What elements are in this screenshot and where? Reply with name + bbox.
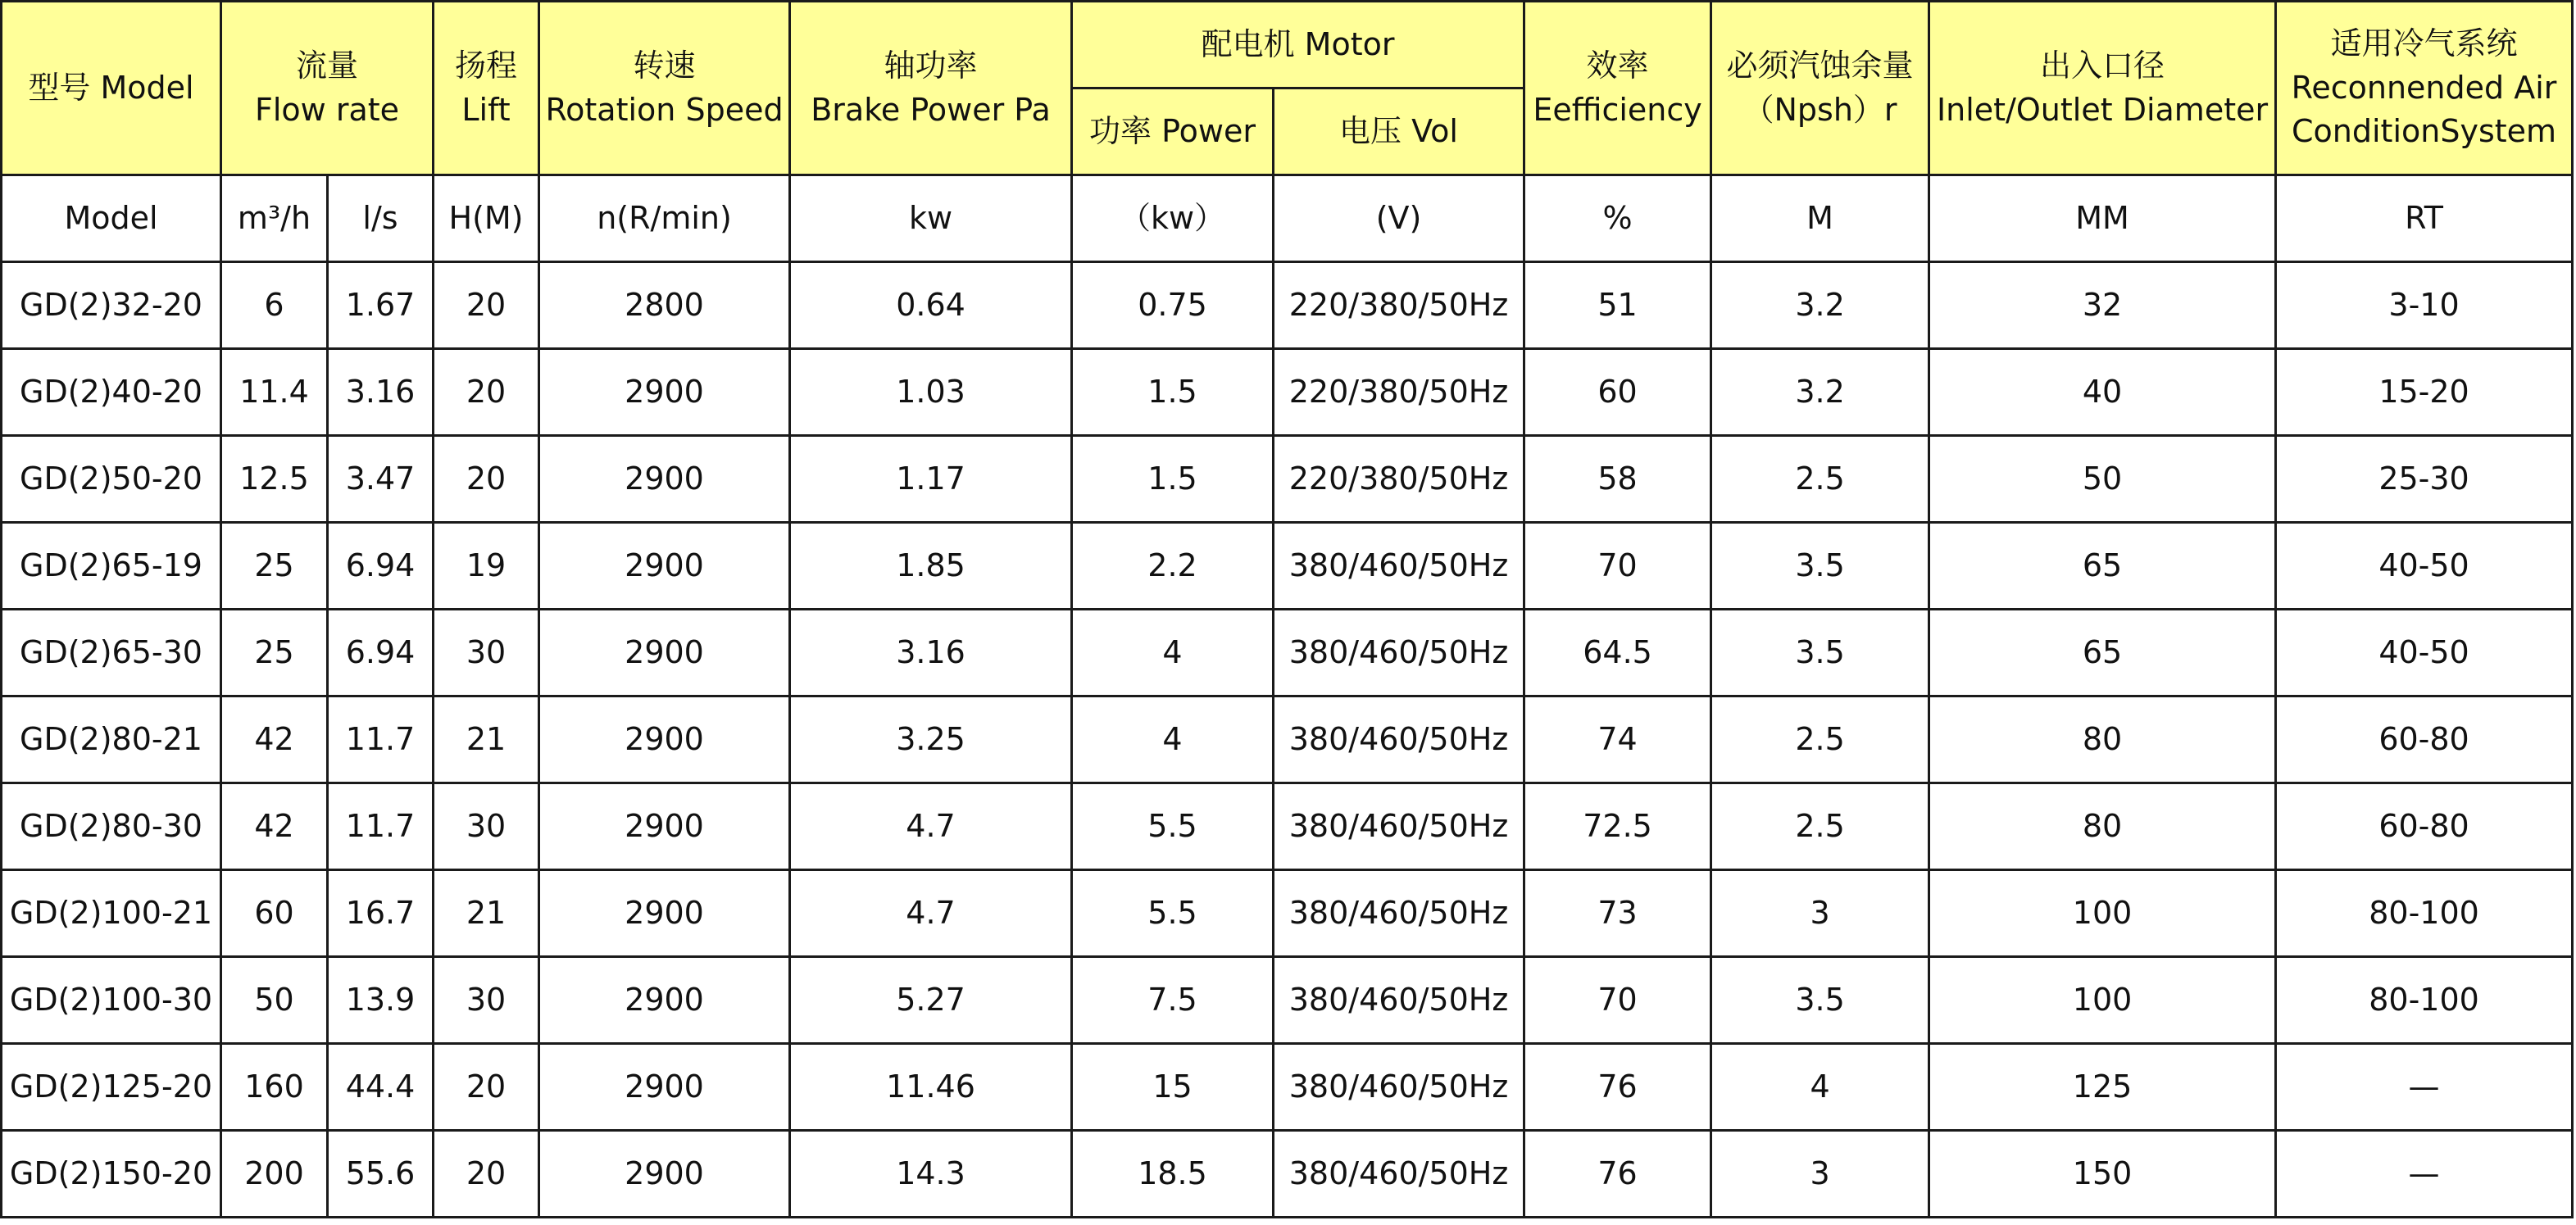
cell-motor-voltage: 380/460/50Hz	[1274, 957, 1524, 1044]
table-row	[2, 1131, 2573, 1218]
cell-rotation-speed: 2900	[539, 870, 790, 957]
table-row	[2, 783, 2573, 870]
cell-motor-power: 1.5	[1072, 436, 1274, 523]
cell-brake-power: 4.7	[790, 783, 1072, 870]
cell-rotation-speed: 2900	[539, 1044, 790, 1131]
cell-diameter: 50	[1929, 436, 2276, 523]
cell-ac-system: —	[2276, 1044, 2573, 1131]
header-lift	[434, 2, 539, 175]
cell-efficiency: 58	[1524, 436, 1711, 523]
header-efficiency	[1524, 2, 1711, 175]
cell-motor-power: 18.5	[1072, 1131, 1274, 1218]
cell-brake-power: 1.85	[790, 523, 1072, 610]
header-rotation-speed-cn: 转速	[633, 47, 696, 84]
cell-model: GD(2)40-20	[2, 349, 221, 436]
cell-efficiency: 70	[1524, 957, 1711, 1044]
header-brake-power-cn: 轴功率	[884, 47, 978, 84]
cell-diameter: 80	[1929, 783, 2276, 870]
cell-lift: 30	[434, 783, 539, 870]
cell-brake-power: 3.16	[790, 610, 1072, 696]
cell-rotation-speed: 2900	[539, 523, 790, 610]
cell-model: GD(2)65-19	[2, 523, 221, 610]
cell-npsh: 3	[1711, 1131, 1929, 1218]
table-row	[2, 349, 2573, 436]
cell-ac-system: 40-50	[2276, 610, 2573, 696]
cell-model: GD(2)125-20	[2, 1044, 221, 1131]
table-row	[2, 1044, 2573, 1131]
cell-flow-ls: 6.94	[328, 523, 434, 610]
cell-rotation-speed: 2800	[539, 262, 790, 349]
cell-flow-ls: 3.16	[328, 349, 434, 436]
header-motor-voltage: 电压 Vol	[1274, 88, 1524, 175]
cell-flow-ls: 16.7	[328, 870, 434, 957]
cell-rotation-speed: 2900	[539, 436, 790, 523]
cell-npsh: 4	[1711, 1044, 1929, 1131]
cell-diameter: 40	[1929, 349, 2276, 436]
unit-cell: （kw）	[1072, 175, 1274, 262]
header-lift-cn: 扬程	[455, 47, 518, 84]
cell-motor-power: 5.5	[1072, 870, 1274, 957]
cell-flow-m3h: 200	[221, 1131, 328, 1218]
cell-efficiency: 64.5	[1524, 610, 1711, 696]
unit-cell: Model	[2, 175, 221, 262]
cell-ac-system: 80-100	[2276, 870, 2573, 957]
cell-model: GD(2)100-21	[2, 870, 221, 957]
cell-motor-voltage: 380/460/50Hz	[1274, 1044, 1524, 1131]
cell-npsh: 3	[1711, 870, 1929, 957]
cell-efficiency: 74	[1524, 696, 1711, 783]
cell-flow-m3h: 160	[221, 1044, 328, 1131]
cell-efficiency: 70	[1524, 523, 1711, 610]
cell-flow-m3h: 11.4	[221, 349, 328, 436]
table-row	[2, 870, 2573, 957]
header-flow-rate-cn: 流量	[296, 47, 359, 84]
table-row	[2, 696, 2573, 783]
header-rotation-speed-en: Rotation Speed	[545, 91, 784, 128]
table-row	[2, 610, 2573, 696]
cell-npsh: 3.5	[1711, 523, 1929, 610]
cell-diameter: 65	[1929, 610, 2276, 696]
cell-efficiency: 72.5	[1524, 783, 1711, 870]
cell-efficiency: 51	[1524, 262, 1711, 349]
header-flow-rate-en: Flow rate	[255, 91, 400, 128]
cell-flow-ls: 13.9	[328, 957, 434, 1044]
cell-lift: 21	[434, 696, 539, 783]
unit-cell: kw	[790, 175, 1072, 262]
cell-brake-power: 3.25	[790, 696, 1072, 783]
cell-diameter: 32	[1929, 262, 2276, 349]
cell-ac-system: 15-20	[2276, 349, 2573, 436]
cell-motor-voltage: 380/460/50Hz	[1274, 783, 1524, 870]
cell-motor-voltage: 380/460/50Hz	[1274, 696, 1524, 783]
header-efficiency-en: Eefficiency	[1533, 91, 1702, 128]
cell-model: GD(2)65-30	[2, 610, 221, 696]
cell-motor-voltage: 380/460/50Hz	[1274, 870, 1524, 957]
cell-ac-system: 3-10	[2276, 262, 2573, 349]
cell-ac-system: —	[2276, 1131, 2573, 1218]
cell-lift: 20	[434, 262, 539, 349]
header-flow-rate	[221, 2, 434, 175]
header-brake-power-en: Brake Power Pa	[811, 91, 1051, 128]
cell-efficiency: 76	[1524, 1131, 1711, 1218]
table-row	[2, 523, 2573, 610]
header-rotation-speed	[539, 2, 790, 175]
cell-model: GD(2)80-21	[2, 696, 221, 783]
cell-motor-power: 7.5	[1072, 957, 1274, 1044]
cell-flow-ls: 44.4	[328, 1044, 434, 1131]
cell-motor-voltage: 380/460/50Hz	[1274, 1131, 1524, 1218]
unit-cell: (V)	[1274, 175, 1524, 262]
cell-flow-m3h: 6	[221, 262, 328, 349]
cell-npsh: 3.2	[1711, 349, 1929, 436]
cell-diameter: 150	[1929, 1131, 2276, 1218]
header-efficiency-cn: 效率	[1586, 47, 1649, 84]
cell-ac-system: 60-80	[2276, 783, 2573, 870]
unit-cell: m³/h	[221, 175, 328, 262]
cell-flow-ls: 11.7	[328, 783, 434, 870]
cell-efficiency: 60	[1524, 349, 1711, 436]
cell-motor-power: 2.2	[1072, 523, 1274, 610]
cell-ac-system: 40-50	[2276, 523, 2573, 610]
cell-flow-m3h: 25	[221, 523, 328, 610]
header-lift-en: Lift	[461, 91, 511, 128]
cell-lift: 30	[434, 957, 539, 1044]
header-motor	[1072, 2, 1524, 88]
unit-cell: %	[1524, 175, 1711, 262]
cell-npsh: 3.2	[1711, 262, 1929, 349]
cell-npsh: 3.5	[1711, 957, 1929, 1044]
cell-flow-ls: 6.94	[328, 610, 434, 696]
cell-rotation-speed: 2900	[539, 1131, 790, 1218]
cell-lift: 30	[434, 610, 539, 696]
header-npsh-cn: 必须汽蚀余量	[1726, 47, 1914, 84]
header-ac-system-cn: 适用冷气系统	[2330, 25, 2518, 61]
header-npsh	[1711, 2, 1929, 175]
cell-rotation-speed: 2900	[539, 783, 790, 870]
cell-model: GD(2)80-30	[2, 783, 221, 870]
cell-motor-voltage: 380/460/50Hz	[1274, 523, 1524, 610]
cell-rotation-speed: 2900	[539, 957, 790, 1044]
cell-lift: 21	[434, 870, 539, 957]
cell-npsh: 2.5	[1711, 696, 1929, 783]
unit-cell: n(R/min)	[539, 175, 790, 262]
cell-motor-voltage: 220/380/50Hz	[1274, 436, 1524, 523]
cell-ac-system: 60-80	[2276, 696, 2573, 783]
cell-flow-m3h: 42	[221, 783, 328, 870]
cell-npsh: 2.5	[1711, 783, 1929, 870]
cell-npsh: 2.5	[1711, 436, 1929, 523]
cell-brake-power: 0.64	[790, 262, 1072, 349]
unit-cell: H(M)	[434, 175, 539, 262]
cell-lift: 20	[434, 436, 539, 523]
cell-diameter: 80	[1929, 696, 2276, 783]
cell-motor-voltage: 220/380/50Hz	[1274, 262, 1524, 349]
cell-diameter: 100	[1929, 957, 2276, 1044]
header-brake-power	[790, 2, 1072, 175]
cell-motor-power: 1.5	[1072, 349, 1274, 436]
table-row	[2, 957, 2573, 1044]
cell-flow-ls: 55.6	[328, 1131, 434, 1218]
cell-flow-ls: 1.67	[328, 262, 434, 349]
cell-rotation-speed: 2900	[539, 696, 790, 783]
cell-model: GD(2)150-20	[2, 1131, 221, 1218]
cell-model: GD(2)100-30	[2, 957, 221, 1044]
header-motor-label: 配电机 Motor	[1201, 25, 1395, 62]
cell-motor-voltage: 220/380/50Hz	[1274, 349, 1524, 436]
unit-cell: l/s	[328, 175, 434, 262]
cell-lift: 20	[434, 1131, 539, 1218]
header-ac-system	[2276, 2, 2573, 175]
cell-diameter: 65	[1929, 523, 2276, 610]
header-ac-system-en-1: Reconnended Air	[2291, 69, 2557, 106]
cell-flow-m3h: 50	[221, 957, 328, 1044]
header-diameter-cn: 出入口径	[2040, 47, 2165, 84]
header-ac-system-en-2: ConditionSystem	[2292, 113, 2557, 150]
cell-npsh: 3.5	[1711, 610, 1929, 696]
cell-brake-power: 14.3	[790, 1131, 1072, 1218]
cell-ac-system: 25-30	[2276, 436, 2573, 523]
cell-efficiency: 76	[1524, 1044, 1711, 1131]
cell-brake-power: 11.46	[790, 1044, 1072, 1131]
cell-brake-power: 1.17	[790, 436, 1072, 523]
header-model	[2, 2, 221, 175]
cell-motor-power: 4	[1072, 696, 1274, 783]
cell-diameter: 100	[1929, 870, 2276, 957]
cell-flow-ls: 11.7	[328, 696, 434, 783]
cell-motor-power: 15	[1072, 1044, 1274, 1131]
header-model-label: 型号 Model	[28, 69, 194, 106]
table-body	[2, 175, 2573, 1218]
cell-flow-m3h: 60	[221, 870, 328, 957]
cell-rotation-speed: 2900	[539, 349, 790, 436]
cell-brake-power: 4.7	[790, 870, 1072, 957]
units-row	[2, 175, 2573, 262]
cell-motor-voltage: 380/460/50Hz	[1274, 610, 1524, 696]
header-motor-power: 功率 Power	[1072, 88, 1274, 175]
header-diameter	[1929, 2, 2276, 175]
cell-lift: 20	[434, 1044, 539, 1131]
unit-cell: M	[1711, 175, 1929, 262]
table-row	[2, 262, 2573, 349]
cell-brake-power: 1.03	[790, 349, 1072, 436]
table-header	[2, 2, 2573, 175]
cell-motor-power: 0.75	[1072, 262, 1274, 349]
header-diameter-en: Inlet/Outlet Diameter	[1936, 91, 2269, 128]
cell-diameter: 125	[1929, 1044, 2276, 1131]
cell-flow-m3h: 25	[221, 610, 328, 696]
cell-model: GD(2)50-20	[2, 436, 221, 523]
unit-cell: MM	[1929, 175, 2276, 262]
cell-brake-power: 5.27	[790, 957, 1072, 1044]
header-npsh-en: （Npsh）r	[1742, 91, 1897, 128]
cell-model: GD(2)32-20	[2, 262, 221, 349]
unit-cell: RT	[2276, 175, 2573, 262]
table-row	[2, 436, 2573, 523]
cell-motor-power: 5.5	[1072, 783, 1274, 870]
cell-ac-system: 80-100	[2276, 957, 2573, 1044]
cell-lift: 19	[434, 523, 539, 610]
cell-motor-power: 4	[1072, 610, 1274, 696]
cell-flow-ls: 3.47	[328, 436, 434, 523]
cell-flow-m3h: 42	[221, 696, 328, 783]
cell-efficiency: 73	[1524, 870, 1711, 957]
cell-flow-m3h: 12.5	[221, 436, 328, 523]
cell-rotation-speed: 2900	[539, 610, 790, 696]
cell-lift: 20	[434, 349, 539, 436]
